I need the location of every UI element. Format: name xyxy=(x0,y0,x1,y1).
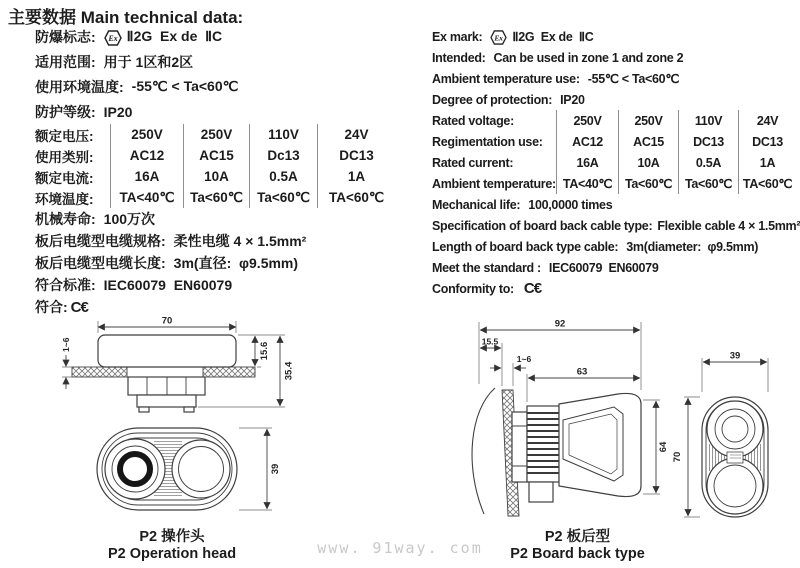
table-cell: Ta<60℃ xyxy=(249,187,317,208)
dimension-label: 70 xyxy=(161,315,173,327)
spec-row xyxy=(432,236,800,257)
dimension-label: 15.6 xyxy=(259,341,270,361)
spec-label: Ambient temperature use: xyxy=(432,71,580,86)
table-cell: Ta<60℃ xyxy=(678,173,738,194)
spec-label: Ex mark: xyxy=(432,29,483,44)
spec-value: 3m(直径: φ9.5mm) xyxy=(173,255,299,271)
spec-row xyxy=(432,215,800,236)
ex-mark-text: Ex xyxy=(108,33,118,43)
table-row xyxy=(35,187,430,208)
spec-value: Ⅱ2G Ex de ⅡC xyxy=(512,30,594,44)
table-cell: Ta<60℃ xyxy=(183,187,249,208)
bottom-port xyxy=(707,458,763,514)
spec-value: IP20 xyxy=(560,92,585,107)
ratings-table-zh xyxy=(35,124,430,208)
watermark: www. 91way. com xyxy=(317,539,483,557)
table-row-label: 使用类别: xyxy=(35,149,94,165)
ex-mark-icon xyxy=(490,30,507,45)
spec-label: 使用环境温度: xyxy=(35,78,124,95)
spec-row xyxy=(432,47,800,68)
table-cell: 250V xyxy=(183,124,249,145)
spec-row xyxy=(35,208,430,230)
spec-value: -55℃ < Ta<60℃ xyxy=(587,72,680,86)
cable-entry xyxy=(529,482,553,502)
front-view xyxy=(672,351,768,518)
table-row-label: 环境温度: xyxy=(35,191,94,207)
table-cell: 10A xyxy=(183,166,249,187)
dimension-label: 1~6 xyxy=(61,337,71,352)
table-row xyxy=(432,131,800,152)
spec-row xyxy=(35,230,430,252)
dimension-label: 70 xyxy=(672,451,683,463)
spec-row xyxy=(432,257,800,278)
table-cell: AC15 xyxy=(618,131,678,152)
front-view xyxy=(97,428,281,510)
spec-row xyxy=(432,89,800,110)
button-left xyxy=(105,439,165,499)
table-cell: DC13 xyxy=(678,131,738,152)
table-cell: AC12 xyxy=(110,145,183,166)
table-row xyxy=(432,173,800,194)
spec-row xyxy=(35,74,430,99)
dimension-label: 63 xyxy=(576,366,588,378)
table-row-label: Ambient temperature: xyxy=(432,176,556,191)
table-row xyxy=(35,124,430,145)
ex-mark-icon xyxy=(104,30,122,46)
spec-label: 符合标准: xyxy=(35,277,96,293)
table-cell: TA<40℃ xyxy=(110,187,183,208)
table-cell: TA<40℃ xyxy=(556,173,618,194)
spec-row xyxy=(432,68,800,89)
spec-column-chinese xyxy=(35,24,430,318)
table-cell: 250V xyxy=(618,110,678,131)
spec-label: Mechanical life: xyxy=(432,197,521,212)
table-cell: 0.5A xyxy=(249,166,317,187)
spec-label: Degree of protection: xyxy=(432,92,553,107)
mounting-nut xyxy=(128,377,205,395)
panel-hatch-left xyxy=(72,367,127,377)
table-cell: Dc13 xyxy=(249,145,317,166)
table-cell: 250V xyxy=(556,110,618,131)
dimension-label: 15.5 xyxy=(481,336,499,347)
spec-row xyxy=(35,49,430,74)
ex-mark-text: Ex xyxy=(494,33,504,43)
panel-hatch-right xyxy=(203,367,255,377)
table-cell: 16A xyxy=(556,152,618,173)
spec-row xyxy=(35,99,430,124)
spec-label: 符合: xyxy=(35,299,68,315)
spec-value: -55℃ < Ta<60℃ xyxy=(131,78,239,94)
dimension-label: 64 xyxy=(658,441,669,453)
spec-label: Intended: xyxy=(432,50,486,65)
table-cell: 110V xyxy=(249,124,317,145)
stem xyxy=(137,395,196,407)
spec-label: 机械寿命: xyxy=(35,211,96,227)
board-back-drawing xyxy=(462,308,797,528)
ratings-table-en xyxy=(432,110,800,194)
table-cell: AC15 xyxy=(183,145,249,166)
spec-value: 100万次 xyxy=(103,211,156,227)
spec-value: 柔性电缆 4 × 1.5mm² xyxy=(173,233,307,249)
table-cell: TA<60℃ xyxy=(738,173,796,194)
spec-label: Length of board back type cable: xyxy=(432,239,619,254)
ce-mark: C€ xyxy=(70,298,88,316)
cable-bend xyxy=(472,388,495,514)
table-cell: 1A xyxy=(738,152,796,173)
table-row xyxy=(35,166,430,187)
spec-row-ex-mark xyxy=(35,24,430,49)
dimension-label: 92 xyxy=(554,318,566,330)
table-row xyxy=(432,110,800,131)
table-cell: TA<60℃ xyxy=(317,187,395,208)
mounting-nut xyxy=(512,412,527,482)
spec-value: 用于 1区和2区 xyxy=(103,53,194,70)
table-cell: 0.5A xyxy=(678,152,738,173)
table-row-label: 额定电流: xyxy=(35,170,94,186)
table-row-label: Rated current: xyxy=(432,155,514,170)
table-cell: 16A xyxy=(110,166,183,187)
spec-row-conformity xyxy=(432,278,800,299)
table-row-label: Rated voltage: xyxy=(432,113,514,128)
table-row-label: 额定电压: xyxy=(35,128,94,144)
caption-zh: P2 操作头 xyxy=(139,529,205,545)
spec-label: 防护等级: xyxy=(35,103,96,120)
ce-mark: C€ xyxy=(523,280,542,297)
caption-zh: P2 板后型 xyxy=(544,529,611,545)
side-view xyxy=(472,319,669,517)
head-cap xyxy=(98,335,236,367)
button-right xyxy=(172,440,230,498)
spec-label: Specification of board back cable type: xyxy=(432,218,653,233)
spec-label: 板后电缆型电缆规格: xyxy=(35,233,166,249)
table-cell: 250V xyxy=(110,124,183,145)
spec-label: 适用范围: xyxy=(35,53,96,70)
spec-label: 板后电缆型电缆长度: xyxy=(35,255,166,271)
table-row-label: Regimentation use: xyxy=(432,134,543,149)
side-view xyxy=(61,316,295,413)
spec-row xyxy=(432,194,800,215)
table-cell: 1A xyxy=(317,166,395,187)
table-row xyxy=(35,145,430,166)
table-cell: 10A xyxy=(618,152,678,173)
spec-value: Flexible cable 4 × 1.5mm² xyxy=(657,218,800,233)
caption-en: P2 Operation head xyxy=(107,546,237,562)
spec-value: Can be used in zone 1 and zone 2 xyxy=(493,50,684,65)
spec-row-ex-mark xyxy=(432,26,800,47)
dimension-label: 39 xyxy=(729,350,741,362)
spec-value: 3m(diameter: φ9.5mm) xyxy=(626,239,759,254)
dimension-label: 35.4 xyxy=(283,361,295,381)
spec-value: 100,0000 times xyxy=(528,197,613,212)
table-cell: 110V xyxy=(678,110,738,131)
spec-label: Conformity to: xyxy=(432,281,514,296)
table-cell: DC13 xyxy=(738,131,796,152)
spec-label: 防爆标志: xyxy=(35,28,96,45)
caption-en: P2 Board back type xyxy=(510,546,645,562)
table-cell: DC13 xyxy=(317,145,395,166)
operation-head-caption xyxy=(52,529,292,563)
page-title: 主要数据 Main technical data: xyxy=(8,8,244,27)
spec-row xyxy=(35,274,430,296)
spec-value: IEC60079 EN60079 xyxy=(103,277,233,293)
table-cell: AC12 xyxy=(556,131,618,152)
dimension-label: 1~6 xyxy=(516,354,532,364)
spec-row xyxy=(35,252,430,274)
dimension-label: 39 xyxy=(270,463,281,475)
table-cell: Ta<60℃ xyxy=(618,173,678,194)
spec-label: Meet the standard : xyxy=(432,260,541,275)
spec-column-english xyxy=(432,26,800,299)
operation-head-drawing xyxy=(55,308,295,528)
table-cell: 24V xyxy=(317,124,395,145)
table-cell: 24V xyxy=(738,110,796,131)
spec-value: IEC60079 EN60079 xyxy=(548,260,659,275)
table-row xyxy=(432,152,800,173)
spec-value: Ⅱ2G Ex de ⅡC xyxy=(126,28,223,44)
spec-value: IP20 xyxy=(103,103,133,120)
